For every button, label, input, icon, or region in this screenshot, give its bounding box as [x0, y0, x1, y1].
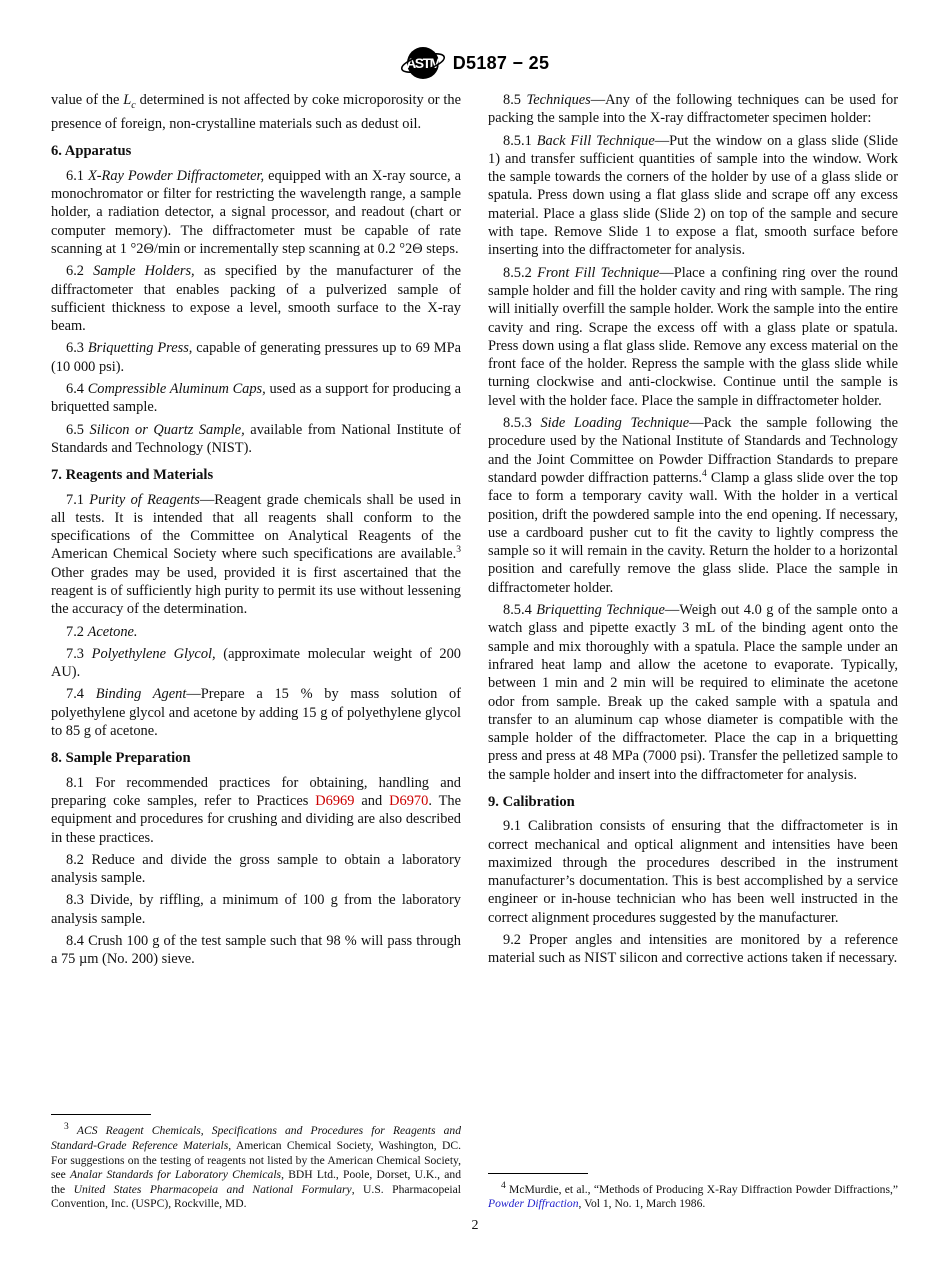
- text-run: 3: [456, 545, 461, 556]
- paragraph: [51, 623, 461, 641]
- paragraph: [51, 774, 461, 847]
- text-run: Analar Standards for Laboratory Chemicals: [70, 1168, 282, 1182]
- text-run: 8.5.2: [503, 264, 538, 281]
- text-run: 7.3: [66, 645, 92, 662]
- paragraph: [51, 167, 461, 258]
- svg-text:ASTM: ASTM: [405, 55, 440, 71]
- text-run: —Any of the following techniques can be used for packing the sample into the X-ray diffractometer specimen holder:: [488, 92, 898, 127]
- paragraph: [488, 414, 898, 597]
- page-header: [0, 42, 950, 84]
- paragraph: [488, 132, 898, 260]
- text-run: 8.5.3: [503, 415, 541, 432]
- text-run: 8.5.1: [503, 132, 537, 149]
- text-run: 6.5: [66, 421, 90, 438]
- text-run: 6.2: [66, 263, 94, 280]
- text-run: 7.2: [66, 623, 88, 640]
- text-run: 4: [701, 469, 707, 480]
- two-column-body: [51, 91, 898, 1216]
- text-run: —Weigh out 4.0 g of the sample onto a watch glass and pipette exactly 3 mL of the binding agent onto the sample and mix thoroughly with a spatula. Place the sample under an infrared heat lamp and allow the acetone to evaporate. Typically, between 1 min and 2 min will be required to eliminate the acetone odor from sample. Break up the caked sample with a spatula and transfer to an aluminum cap whose diameter is compatible with the sample holder of the diffractometer. Place the cap in a briquetting press and press at 48 MPa (7000 psi). Transfer the pelletized sample to the sample holder and insert into the diffractometer for analysis.: [488, 602, 898, 783]
- text-run: 6.3: [66, 340, 88, 357]
- text-run: c: [131, 99, 136, 111]
- text-run: 8.5.4: [503, 602, 537, 619]
- text-run: 8.5: [503, 92, 527, 108]
- text-run: Binding Agent: [95, 686, 187, 703]
- text-run: , BDH Ltd., Poole, Dorset, U.K., and the: [51, 1168, 461, 1196]
- text-run: , U.S. Pharmacopeial Convention, Inc. (USPC), Rockville, MD.: [51, 1182, 461, 1211]
- text-run: 8.3 Divide, by riffling, a minimum of 100 g from the laboratory analysis sample.: [51, 892, 461, 927]
- section-heading: 6. Apparatus: [51, 143, 132, 160]
- text-run: Sample Holders,: [93, 263, 195, 280]
- paragraph: [51, 491, 461, 619]
- text-run: (approximate molecular weight of 200 AU).: [51, 645, 461, 681]
- section-heading: 8. Sample Preparation: [51, 750, 191, 767]
- text-run: —Place a confining ring over the round sample holder and fill the holder cavity and ring with sample. The ring will initially overfill the sample holder. Work the sample into the entire cavity and ring. Scrape the excess off with a glass plate or spatula. Press down using a flat glass slide. Remove any excess material on the front face of the holder. Repress the sample with the glass slide while turning clockwise and anti-clockwise. Continue until the sample is level with the holder face. Place the sample in diffractometer holder.: [488, 264, 898, 409]
- footnote-4: [488, 1173, 898, 1212]
- paragraph: [51, 645, 461, 682]
- text-run: —Prepare a 15 % by mass solution of polyethylene glycol and acetone by adding 15 g of polyethylene glycol to 85 g of acetone.: [51, 686, 461, 740]
- paragraph: [488, 817, 898, 927]
- footnote-paragraph: [51, 1124, 461, 1212]
- footnote-3: [51, 1114, 461, 1212]
- text-run: Compressible Aluminum Caps,: [87, 381, 266, 398]
- paragraph: [488, 91, 898, 128]
- paragraph: [51, 421, 461, 458]
- text-run: L: [123, 92, 132, 108]
- text-run: Acetone.: [87, 623, 138, 640]
- link-d6970[interactable]: D6970: [389, 792, 429, 809]
- text-run: , American Chemical Society, Washington, DC. For suggestions on the testing of reagents not listed by the American Chemical Society, see: [51, 1139, 461, 1182]
- text-run: , Vol 1, No. 1, March 1986.: [578, 1197, 706, 1211]
- footnote-rule: [51, 1114, 151, 1115]
- text-run: as specified by the manufacturer of the diffractometer that enables packing of a pulverized sample of sufficient thickness to expose a level, smooth surface to the X-ray beam.: [51, 263, 461, 335]
- link-d6969[interactable]: D6969: [315, 792, 355, 809]
- text-run: Front Fill Technique: [537, 264, 660, 281]
- text-run: Briquetting Technique: [536, 602, 665, 619]
- footnote-paragraph: [488, 1180, 898, 1212]
- text-run: available from National Institute of Standards and Technology (NIST).: [51, 421, 461, 456]
- text-run: McMurdie, et al., “Methods of Producing X-Ray Diffraction Powder Diffractions,”: [505, 1182, 898, 1196]
- text-run: —Reagent grade chemicals shall be used in all tests. It is intended that all reagents shall conform to the specifications of the Committee on Analytical Reagents of the American Chemical Society where such specifications are available.: [51, 491, 461, 563]
- paragraph: [51, 891, 461, 928]
- footnote-rule: [488, 1173, 588, 1174]
- link-powder-diffraction[interactable]: Powder Diffraction: [488, 1197, 579, 1211]
- text-run: 4: [501, 1180, 506, 1191]
- text-run: 7.1: [66, 491, 90, 508]
- text-run: Back Fill Technique: [536, 132, 655, 149]
- paragraph: [488, 264, 898, 410]
- doc-code: D5187 − 25: [452, 52, 550, 73]
- text-run: 9.2 Proper angles and intensities are monitored by a reference material such as NIST silicon and corrective actions taken if necessary.: [488, 932, 898, 967]
- paragraph: [51, 91, 461, 133]
- text-run: Side Loading Technique: [540, 415, 690, 432]
- text-run: Silicon or Quartz Sample,: [89, 421, 245, 438]
- text-run: X-Ray Powder Diffractometer,: [87, 167, 265, 184]
- astm-logo-icon: [401, 42, 447, 84]
- text-run: —Pack the sample following the procedure used by the National Institute of Standards and Technology and the Joint Committee on Powder Diffraction Standards to prepare standard powder diffraction patterns.: [488, 415, 898, 486]
- paragraph: [51, 380, 461, 417]
- text-run: 8.1 For recommended practices for obtaining, handling and preparing coke samples, refer to Practices: [51, 774, 461, 809]
- paragraph: [51, 262, 461, 335]
- text-run: 7.4: [66, 686, 96, 703]
- text-run: 9.1 Calibration consists of ensuring that the diffractometer is in correct mechanical and optical alignment and intensities have been maximized through the procedures described in the instrument manufacturer’s documentation. This is best accomplished by a service engineer or in-house technician who has been well instructed in the correct alignment procedures suggested by the manufacturer.: [488, 818, 898, 926]
- text-run: Techniques: [526, 92, 591, 108]
- text-run: . The equipment and procedures for crushing and dividing are also described in these practices.: [51, 792, 461, 846]
- text-run: 6.4: [66, 381, 88, 398]
- page-number: 2: [471, 1218, 479, 1233]
- text-run: value of the: [51, 92, 124, 108]
- paragraph: [488, 601, 898, 784]
- text-run: —Put the window on a glass slide (Slide 1) and transfer sufficient quantities of sample into the window. Work the sample towards the corners of the holder by use of a glass slide or spatula. Press down using a flat glass slide and scrape off any excess material. Place a glass slide (Slide 2) on top of the sample and secure with tape. Remove Slide 1 to expose a flat, smooth surface before inserting into the diffractometer for analysis.: [488, 132, 898, 259]
- text-run: equipped with an X-ray source, a monochromator or filter for restricting the wavelength range, a sample holder, a radiation detector, a signal processor, and readout (chart or computer memory). The diffractometer must be capable of rate scanning at 1 °2Θ/min or incrementally step scanning at 0.2 °2Θ steps.: [51, 167, 461, 257]
- text-run: 8.2 Reduce and divide the gross sample to obtain a laboratory analysis sample.: [51, 851, 461, 887]
- text-run: Clamp a glass slide over the top face to form a temporary cavity wall. With the holder in a vertical position, drift the powdered sample into the end opening. If necessary, use a cardboard pusher cut to fit the cavity to lightly compress the sample so it will remain in the cavity. Return the holder to a horizontal position and carefully remove the glass slide. Place the sample in diffractometer holder.: [488, 469, 898, 596]
- text-run: ACS Reagent Chemicals, Specifications and Procedures for Reagents and Standard-Grade Reference Materials: [51, 1124, 461, 1153]
- paragraph: [51, 339, 461, 376]
- left-column: [51, 91, 461, 1216]
- paragraph: [51, 685, 461, 740]
- text-run: determined is not affected by coke microporosity or the presence of foreign, non-crystalline materials such as dedust oil.: [51, 92, 461, 133]
- text-run: 8.4 Crush 100 g of the test sample such that 98 % will pass through a 75 µm (No. 200) sieve.: [51, 933, 461, 968]
- text-run: capable of generating pressures up to 69 MPa (10 000 psi).: [51, 340, 461, 375]
- text-run: [69, 1124, 77, 1137]
- text-run: Purity of Reagents: [89, 491, 200, 508]
- paragraph: [51, 851, 461, 888]
- text-run: used as a support for producing a briquetted sample.: [51, 381, 461, 416]
- section-heading: 7. Reagents and Materials: [51, 467, 214, 484]
- paragraph: [51, 932, 461, 969]
- text-run: United States Pharmacopeia and National Formulary: [73, 1182, 352, 1196]
- text-run: and: [354, 792, 390, 809]
- paragraph: [488, 931, 898, 968]
- section-heading: 9. Calibration: [488, 793, 575, 810]
- text-run: 6.1: [66, 167, 88, 184]
- text-run: 3: [64, 1122, 69, 1133]
- text-run: Briquetting Press,: [87, 340, 193, 357]
- text-run: Polyethylene Glycol,: [91, 645, 216, 662]
- right-column: [488, 91, 898, 1216]
- text-run: Other grades may be used, provided it is first ascertained that the reagent is of sufficiently high purity to permit its use without lessening the accuracy of the determination.: [51, 564, 461, 618]
